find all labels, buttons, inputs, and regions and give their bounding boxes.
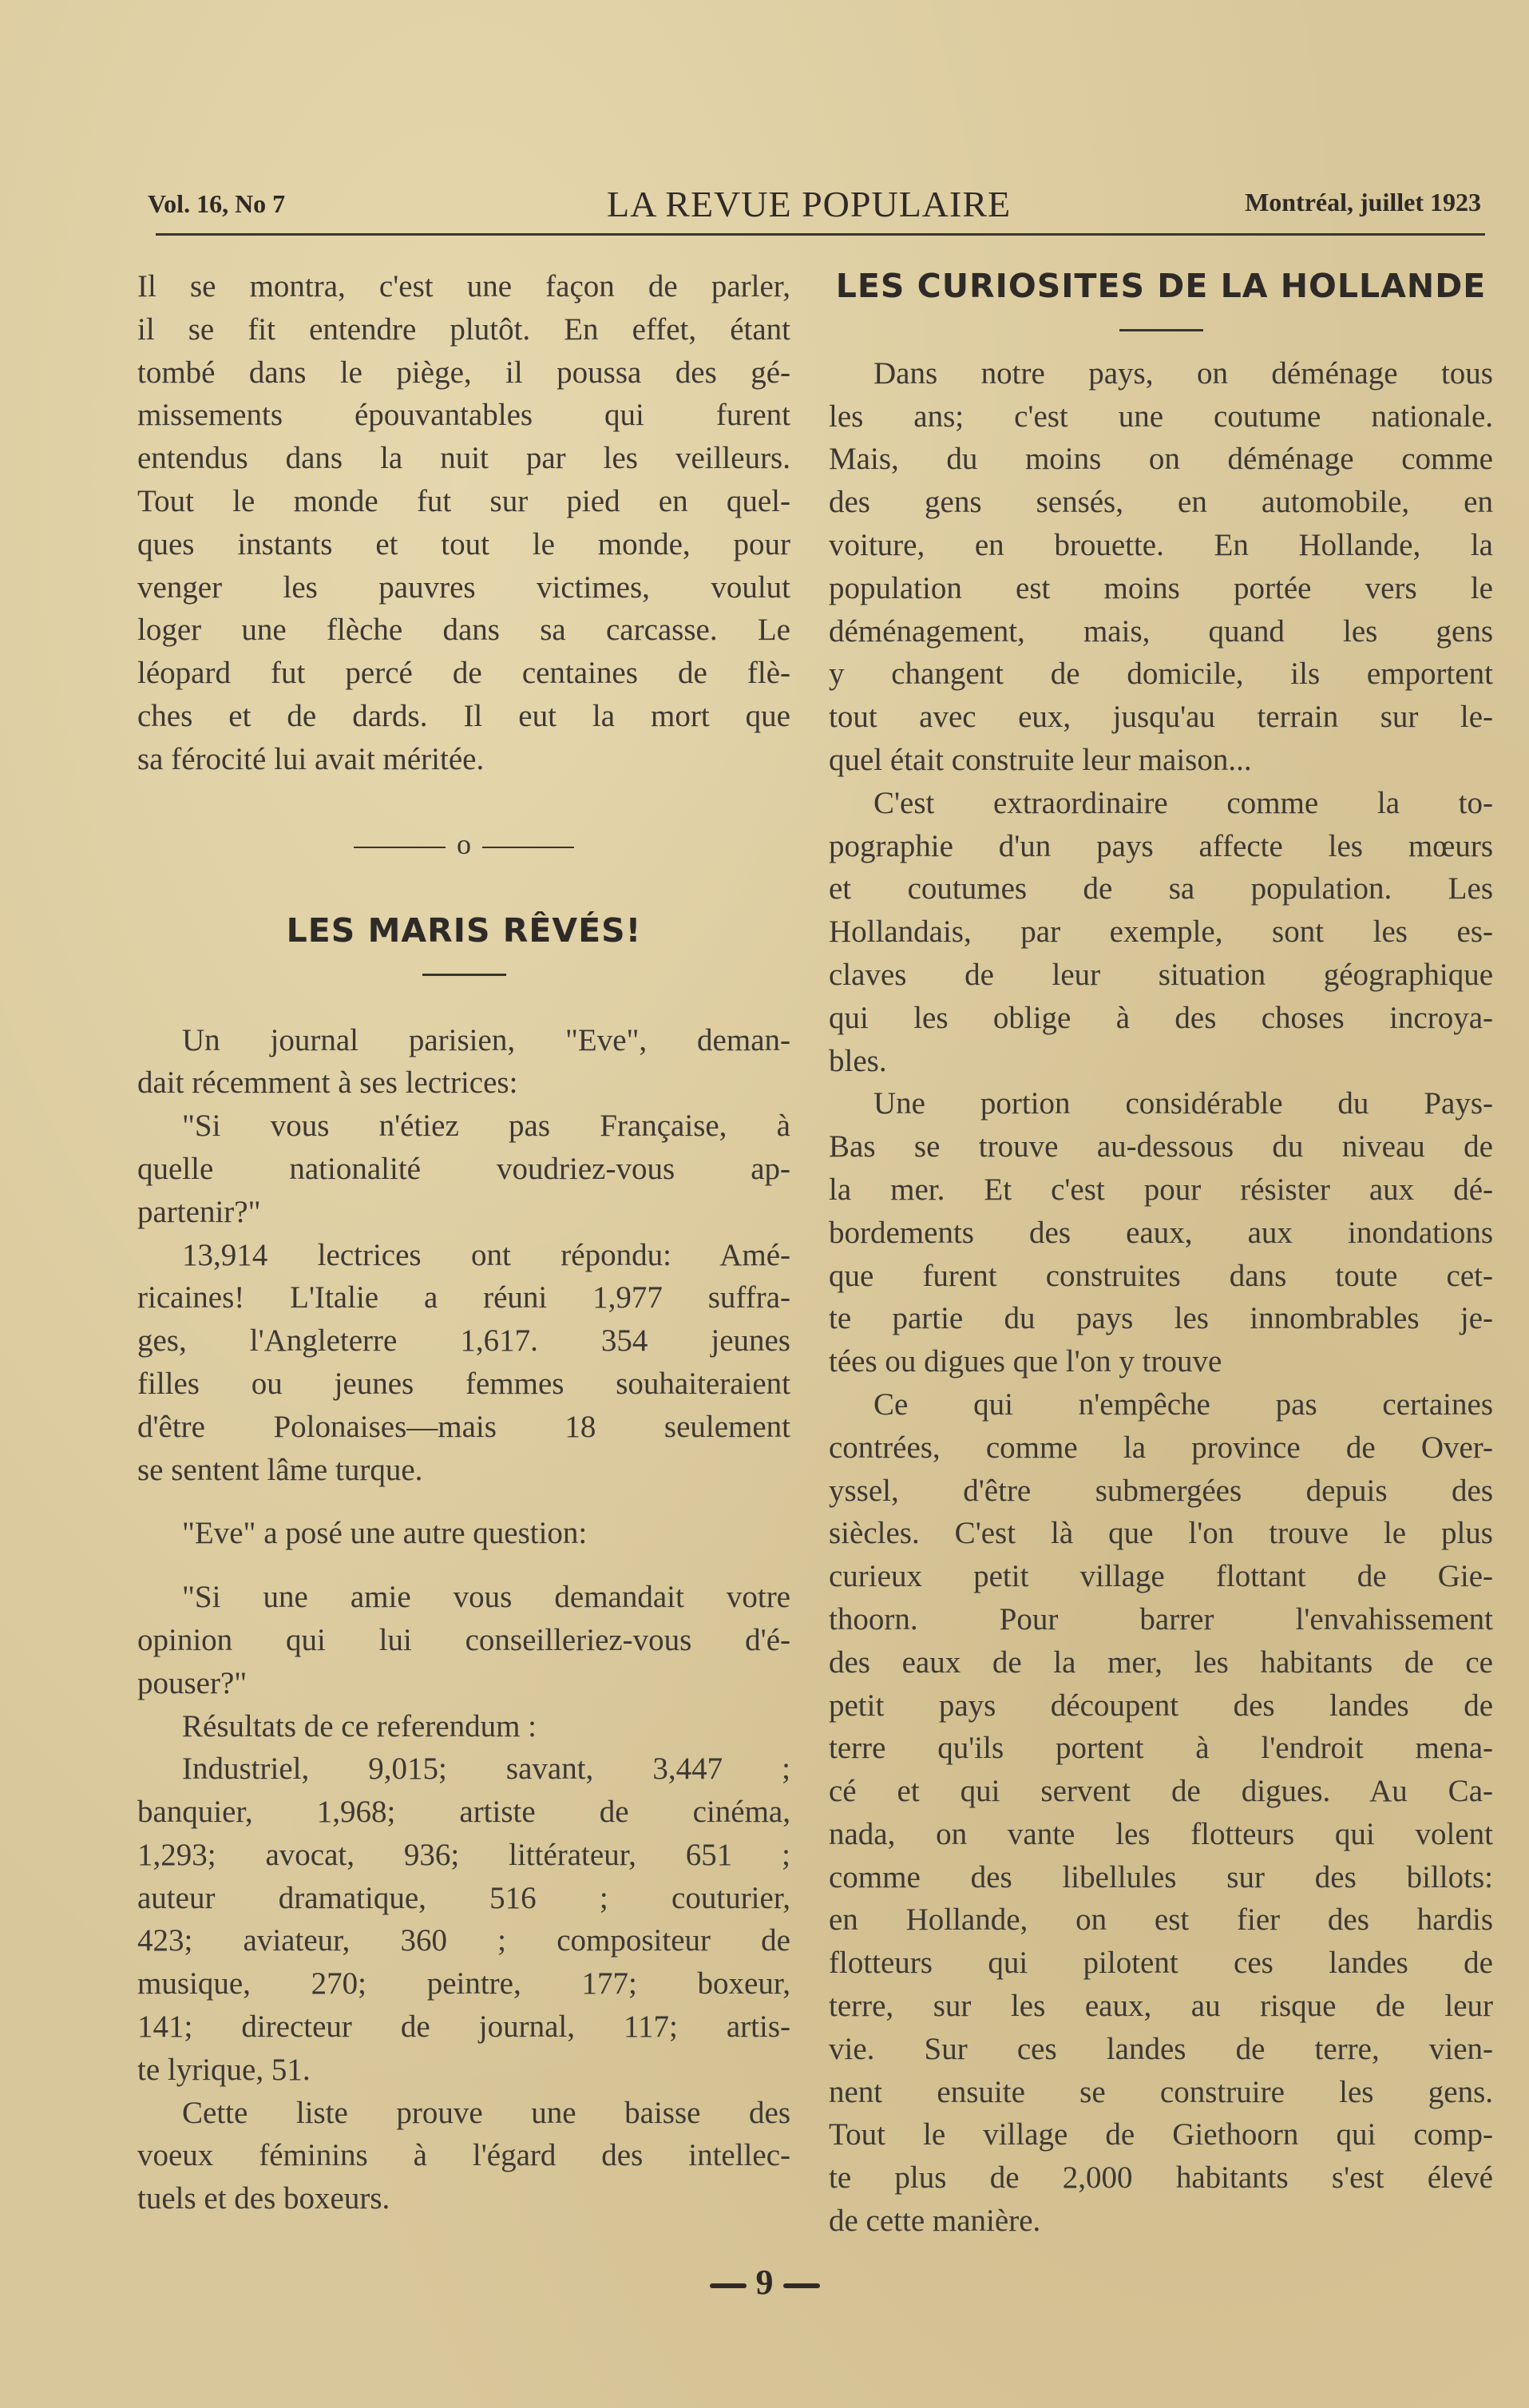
text-line: "Eve" a posé une autre question: — [182, 1516, 588, 1551]
text-line: tout avec eux, jusqu'au terrain sur le- — [829, 700, 1493, 735]
section-separator — [137, 823, 790, 867]
text-line: nada, on vante les flotteurs qui volent — [829, 1816, 1493, 1851]
text-line: "Si une amie vous demandait votre — [182, 1580, 790, 1615]
right-column — [829, 265, 1493, 2243]
text-line: "Si vous n'étiez pas Française, à — [182, 1109, 790, 1144]
text-line: yssel, d'être submergées depuis des — [829, 1473, 1493, 1508]
article-body-hollande — [829, 352, 1493, 2243]
text-line: missements épouvantables qui furent — [137, 398, 790, 433]
text-line: bles. — [829, 1043, 887, 1078]
text-line: ges, l'Angleterre 1,617. 354 jeunes — [137, 1323, 790, 1359]
text-line: Une portion considérable du Pays- — [873, 1086, 1493, 1121]
publication-date: Montréal, juillet 1923 — [1245, 188, 1481, 216]
text-line: claves de leur situation géographique — [829, 957, 1493, 992]
text-line: ricaines! L'Italie a réuni 1,977 suffra- — [137, 1280, 790, 1315]
text-line: partenir?" — [137, 1194, 261, 1229]
text-line: pographie d'un pays affecte les mœurs — [829, 828, 1493, 863]
separator-mark: o — [457, 828, 471, 861]
text-line: filles ou jeunes femmes souhaiteraient — [137, 1366, 790, 1401]
text-line: ches et de dards. Il eut la mort que — [137, 698, 790, 733]
text-line: bordements des eaux, aux inondations — [829, 1215, 1493, 1250]
text-line: population est moins portée vers le — [829, 570, 1493, 605]
text-line: Cette liste prouve une baisse des — [182, 2095, 790, 2130]
text-line: il se fit entendre plutôt. En effet, étant — [137, 311, 790, 347]
text-line: opinion qui lui conseilleriez-vous d'é- — [137, 1622, 790, 1657]
text-line: que furent construites dans toute cet- — [829, 1258, 1493, 1293]
text-line: Dans notre pays, on déménage tous — [873, 355, 1493, 391]
page-header — [148, 180, 1481, 236]
text-line: léopard fut percé de centaines de flè- — [137, 656, 790, 691]
text-line: cé et qui servent de digues. Au Ca- — [829, 1774, 1493, 1809]
page-number-value: 9 — [755, 2263, 774, 2302]
text-line: 423; aviateur, 360 ; compositeur de — [137, 1923, 790, 1958]
text-line: te lyrique, 51. — [137, 2052, 311, 2087]
text-line: qui les oblige à des choses incroya- — [829, 1000, 1493, 1035]
text-line: Bas se trouve au-dessous du niveau de — [829, 1129, 1493, 1164]
text-line: des eaux de la mer, les habitants de ce — [829, 1644, 1493, 1680]
text-line: ques instants et tout le monde, pour — [137, 526, 790, 561]
text-line: terre, sur les eaux, au risque de leur — [829, 1989, 1493, 2024]
text-line: terre qu'ils portent à l'endroit mena- — [829, 1731, 1493, 1766]
text-line: Résultats de ce referendum : — [182, 1708, 537, 1744]
page-number-dash — [783, 2283, 820, 2288]
text-line: contrées, comme la province de Over- — [829, 1430, 1493, 1465]
text-line: flotteurs qui pilotent ces landes de — [829, 1946, 1493, 1981]
text-line: déménagement, mais, quand les gens — [829, 613, 1493, 649]
article-body-maris — [137, 1019, 790, 2221]
publication-title: LA REVUE POPULAIRE — [607, 184, 1012, 224]
text-line: tuels et des boxeurs. — [137, 2181, 390, 2216]
text-line: C'est extraordinaire comme la to- — [873, 785, 1493, 820]
text-line: comme des libellules sur des billots: — [829, 1859, 1493, 1894]
text-line: sa férocité lui avait méritée. — [137, 741, 485, 776]
text-line: musique, 270; peintre, 177; boxeur, — [137, 1966, 790, 2001]
text-line: 13,914 lectrices ont répondu: Amé- — [182, 1237, 790, 1272]
text-line: y changent de domicile, ils emportent — [829, 657, 1493, 692]
text-line: et coutumes de sa population. Les — [829, 871, 1493, 906]
text-line: Il se montra, c'est une façon de parler, — [137, 269, 790, 303]
text-line: Mais, du moins on déménage comme — [829, 442, 1493, 477]
text-line: entendus dans la nuit par les veilleurs. — [137, 441, 790, 476]
text-line: Industriel, 9,015; savant, 3,447 ; — [182, 1751, 790, 1787]
text-line: d'être Polonaises—mais 18 seulement — [137, 1409, 790, 1444]
text-line: 1,293; avocat, 936; littérateur, 651 ; — [137, 1837, 790, 1872]
text-line: se sentent lâme turque. — [137, 1452, 423, 1487]
text-line: banquier, 1,968; artiste de cinéma, — [137, 1795, 790, 1830]
text-line: auteur dramatique, 516 ; couturier, — [137, 1880, 790, 1915]
volume-issue: Vol. 16, No 7 — [148, 189, 286, 218]
text-line: quel était construite leur maison... — [829, 742, 1252, 777]
text-line: tées ou digues que l'on y trouve — [829, 1344, 1222, 1379]
text-line: te plus de 2,000 habitants s'est élevé — [829, 2160, 1493, 2196]
text-line: pouser?" — [137, 1665, 248, 1700]
text-line: loger une flèche dans sa carcasse. Le — [137, 613, 790, 648]
text-line: Un journal parisien, "Eve", deman- — [182, 1022, 790, 1057]
text-line: tombé dans le piège, il poussa des gé- — [137, 355, 790, 390]
header-rule — [156, 233, 1485, 236]
text-line: curieux petit village flottant de Gie- — [829, 1559, 1493, 1594]
text-line: en Hollande, on est fier des hardis — [829, 1902, 1493, 1938]
text-line: vie. Sur ces landes de terre, vien- — [829, 2031, 1493, 2066]
page-number — [0, 2262, 1529, 2303]
text-line: Tout le village de Giethoorn qui comp- — [829, 2117, 1493, 2152]
text-line: siècles. C'est là que l'on trouve le plus — [829, 1516, 1493, 1551]
text-line: les ans; c'est une coutume nationale. — [829, 399, 1493, 434]
left-column — [137, 265, 790, 2220]
text-line: de cette manière. — [829, 2204, 1041, 2239]
text-line: dait récemment à ses lectrices: — [137, 1065, 518, 1101]
text-line: quelle nationalité voudriez-vous ap- — [137, 1151, 790, 1186]
text-line: thoorn. Pour barrer l'envahissement — [829, 1601, 1493, 1636]
text-line: Ce qui n'empêche pas certaines — [873, 1386, 1493, 1422]
story-continuation — [137, 265, 790, 781]
text-line: Hollandais, par exemple, sont les es- — [829, 914, 1493, 950]
text-line: te partie du pays les innombrables je- — [829, 1301, 1493, 1336]
article-title-hollande: LES CURIOSITES DE LA HOLLANDE — [835, 267, 1487, 305]
text-line: voeux féminins à l'égard des intellec- — [137, 2138, 790, 2173]
text-line: la mer. Et c'est pour résister aux dé- — [829, 1172, 1493, 1207]
text-line: des gens sensés, en automobile, en — [829, 485, 1493, 520]
page-number-dash — [710, 2283, 747, 2288]
text-line: 141; directeur de journal, 117; artis- — [137, 2009, 790, 2045]
text-line: nent ensuite se construire les gens. — [829, 2074, 1493, 2109]
text-line: petit pays découpent des landes de — [829, 1688, 1493, 1723]
text-line: voiture, en brouette. En Hollande, la — [829, 527, 1493, 562]
article-title-maris: LES MARIS RÊVÉS! — [286, 910, 642, 950]
text-line: Tout le monde fut sur pied en quel- — [137, 483, 790, 518]
text-line: venger les pauvres victimes, voulut — [137, 569, 790, 605]
